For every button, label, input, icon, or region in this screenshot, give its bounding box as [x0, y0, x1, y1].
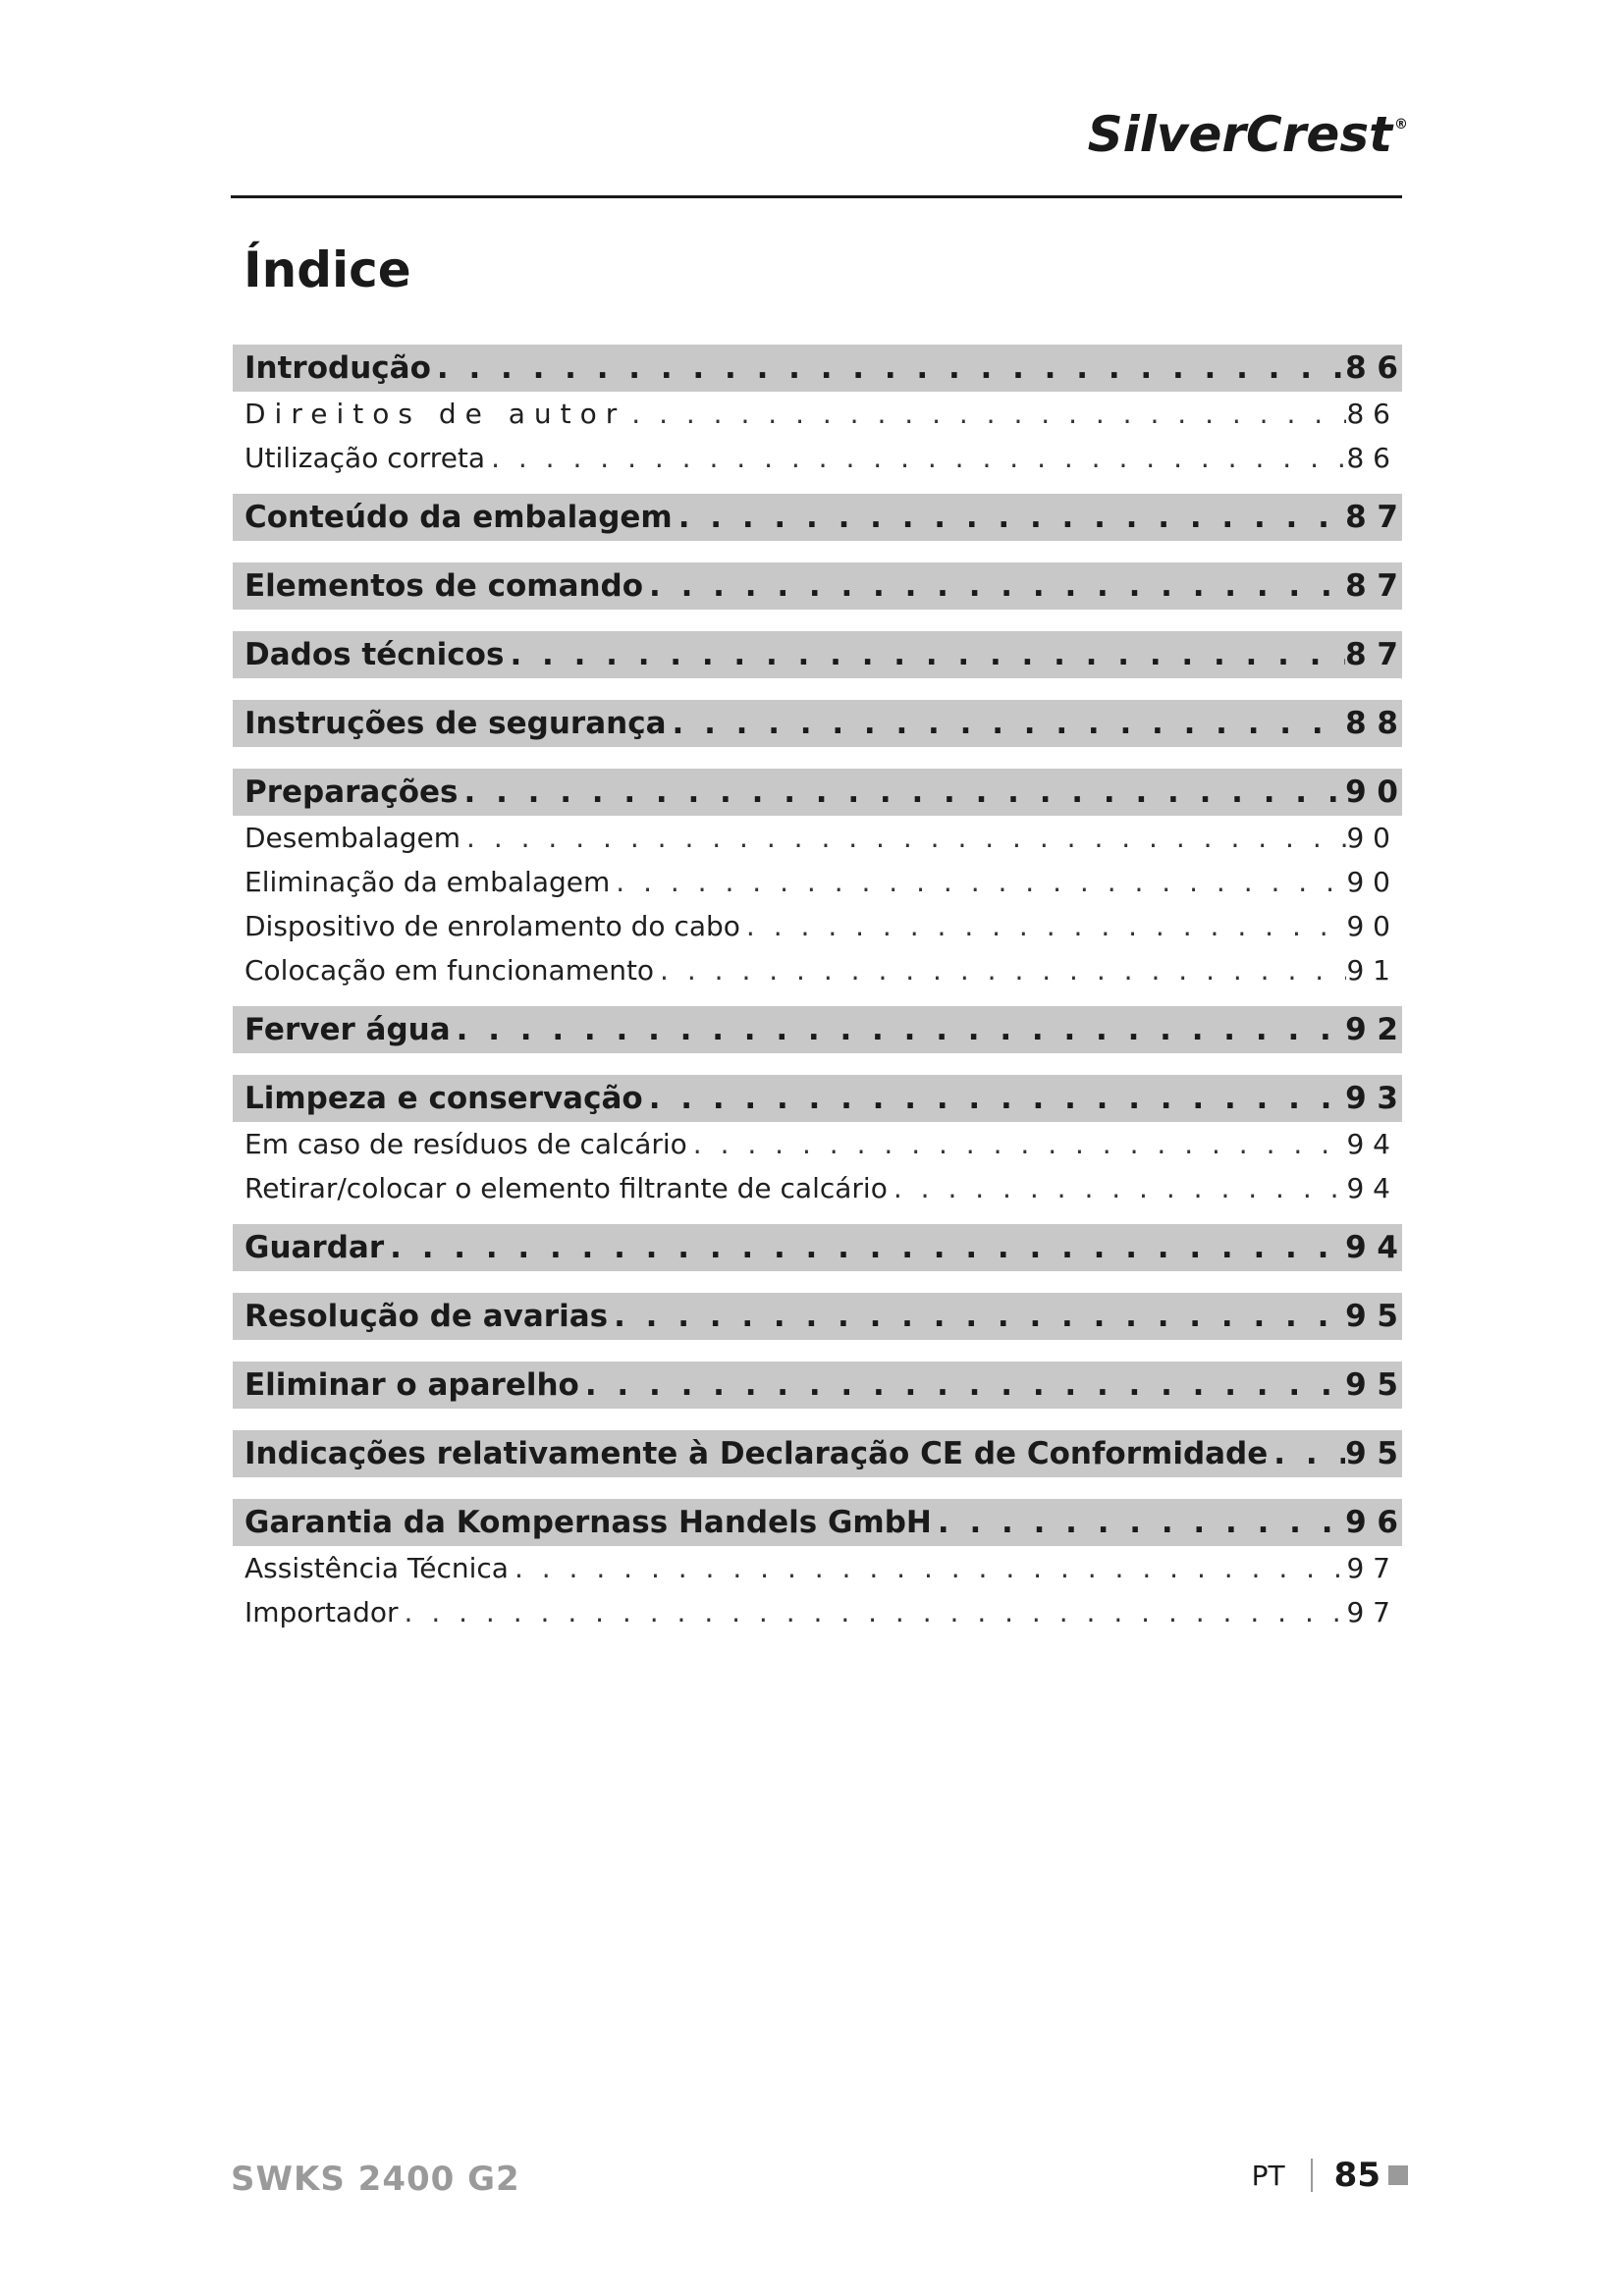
toc-leader	[625, 392, 1346, 436]
toc-entry-title: Direitos de autor	[244, 398, 626, 430]
toc-leader	[485, 436, 1346, 480]
toc-subentry[interactable]	[233, 860, 1402, 904]
toc-entry-title: Preparações	[244, 774, 459, 810]
toc-entry-title: Resolução de avarias	[244, 1299, 609, 1334]
toc-leader	[1268, 1430, 1345, 1477]
toc-entry[interactable]	[233, 1006, 1402, 1053]
footer-page-info	[1252, 2156, 1408, 2195]
toc-entry[interactable]	[233, 1362, 1402, 1409]
toc-entry-title: Ferver água	[244, 1012, 451, 1047]
brand-logo	[1087, 106, 1408, 163]
toc-leader	[431, 345, 1345, 392]
toc-leader	[643, 1075, 1345, 1122]
header-divider	[231, 195, 1402, 198]
toc-entry-title: Retirar/colocar o elemento filtrante de calcário	[244, 1172, 888, 1204]
toc-entry-page: 9 2	[1345, 1012, 1398, 1047]
toc-subentry[interactable]	[233, 392, 1402, 436]
toc-leader	[608, 1293, 1345, 1340]
toc-entry-page: 9 1	[1346, 954, 1390, 987]
toc-entry-title: Elementos de comando	[244, 568, 644, 604]
toc-subentry[interactable]	[233, 1546, 1402, 1590]
toc-subentry[interactable]	[233, 904, 1402, 948]
toc-leader	[667, 700, 1346, 747]
toc-entry-page: 9 3	[1345, 1081, 1398, 1116]
footer-language: PT	[1251, 2159, 1285, 2192]
toc-leader	[384, 1224, 1345, 1271]
toc-entry-title: Desembalagem	[244, 822, 461, 854]
toc-entry[interactable]	[233, 1293, 1402, 1340]
toc-entry[interactable]	[233, 700, 1402, 747]
toc-entry-title: Limpeza e conservação	[244, 1081, 643, 1116]
toc-entry-title: Em caso de resíduos de calcário	[244, 1128, 687, 1160]
toc-leader	[740, 904, 1347, 948]
footer-page-number: 85	[1333, 2156, 1380, 2195]
toc-entry-page: 8 7	[1345, 500, 1398, 535]
toc-entry-page: 8 7	[1345, 568, 1398, 604]
toc-entry-page: 9 6	[1345, 1505, 1398, 1540]
toc-entry-title: Indicações relativamente à Declaração CE de Conformidade	[244, 1436, 1269, 1471]
toc-entry[interactable]	[233, 345, 1402, 392]
toc-entry-title: Colocação em funcionamento	[244, 954, 655, 987]
toc-entry-title: Eliminação da embalagem	[244, 866, 611, 898]
page-title: Índice	[244, 241, 411, 298]
toc-entry-page: 9 4	[1345, 1230, 1398, 1265]
toc-entry-title: Instruções de segurança	[244, 706, 667, 741]
footer-model-number: SWKS 2400 G2	[231, 2160, 520, 2199]
toc-leader	[451, 1006, 1345, 1053]
toc-subentry[interactable]	[233, 816, 1402, 860]
table-of-contents	[233, 345, 1402, 1634]
toc-subentry[interactable]	[233, 1122, 1402, 1166]
toc-entry[interactable]	[233, 631, 1402, 678]
toc-entry-page: 9 5	[1345, 1436, 1398, 1471]
toc-entry-title: Dispositivo de enrolamento do cabo	[244, 910, 740, 942]
toc-entry-page: 9 4	[1346, 1128, 1390, 1160]
toc-leader	[509, 1546, 1347, 1590]
toc-entry[interactable]	[233, 1499, 1402, 1546]
toc-entry[interactable]	[233, 1430, 1402, 1477]
toc-leader	[673, 494, 1345, 541]
toc-entry-page: 9 7	[1346, 1596, 1390, 1629]
toc-leader	[459, 769, 1346, 816]
toc-entry-title: Eliminar o aparelho	[244, 1367, 579, 1403]
toc-entry-page: 8 6	[1345, 350, 1398, 386]
toc-entry[interactable]	[233, 562, 1402, 610]
toc-subentry[interactable]	[233, 1590, 1402, 1634]
footer-square-marker	[1388, 2165, 1408, 2185]
toc-leader	[579, 1362, 1345, 1409]
toc-entry-page: 9 0	[1346, 910, 1390, 942]
toc-leader	[932, 1499, 1345, 1546]
toc-leader	[504, 631, 1345, 678]
toc-entry-page: 9 4	[1346, 1172, 1390, 1204]
toc-entry-title: Utilização correta	[244, 442, 486, 474]
toc-entry-title: Introdução	[244, 350, 431, 386]
toc-entry-page: 8 6	[1346, 442, 1390, 474]
toc-entry-title: Dados técnicos	[244, 637, 505, 672]
toc-leader	[399, 1590, 1347, 1634]
toc-leader	[610, 860, 1346, 904]
toc-entry[interactable]	[233, 494, 1402, 541]
toc-entry-page: 8 7	[1345, 637, 1398, 672]
toc-entry-title: Garantia da Kompernass Handels GmbH	[244, 1505, 932, 1540]
toc-entry[interactable]	[233, 769, 1402, 816]
brand-registered-mark: ®	[1394, 117, 1408, 133]
toc-entry-page: 8 6	[1346, 398, 1390, 430]
toc-leader	[888, 1166, 1347, 1210]
toc-leader	[654, 948, 1346, 992]
toc-entry[interactable]	[233, 1224, 1402, 1271]
toc-entry-page: 9 5	[1345, 1367, 1398, 1403]
brand-name: SilverCrest	[1087, 106, 1392, 163]
toc-entry-page: 9 0	[1346, 866, 1390, 898]
toc-entry-page: 9 5	[1345, 1299, 1398, 1334]
toc-entry-page: 9 0	[1345, 774, 1398, 810]
toc-leader	[687, 1122, 1347, 1166]
toc-entry-page: 8 8	[1345, 706, 1398, 741]
footer-separator	[1311, 2159, 1313, 2192]
toc-entry-page: 9 7	[1346, 1552, 1390, 1584]
toc-entry[interactable]	[233, 1075, 1402, 1122]
toc-subentry[interactable]	[233, 436, 1402, 480]
toc-subentry[interactable]	[233, 948, 1402, 992]
toc-entry-title: Assistência Técnica	[244, 1552, 509, 1584]
toc-entry-title: Conteúdo da embalagem	[244, 500, 673, 535]
toc-entry-page: 9 0	[1346, 822, 1390, 854]
toc-leader	[460, 816, 1346, 860]
toc-entry-title: Guardar	[244, 1230, 385, 1265]
toc-subentry[interactable]	[233, 1166, 1402, 1210]
toc-leader	[643, 562, 1345, 610]
toc-entry-title: Importador	[244, 1596, 399, 1629]
